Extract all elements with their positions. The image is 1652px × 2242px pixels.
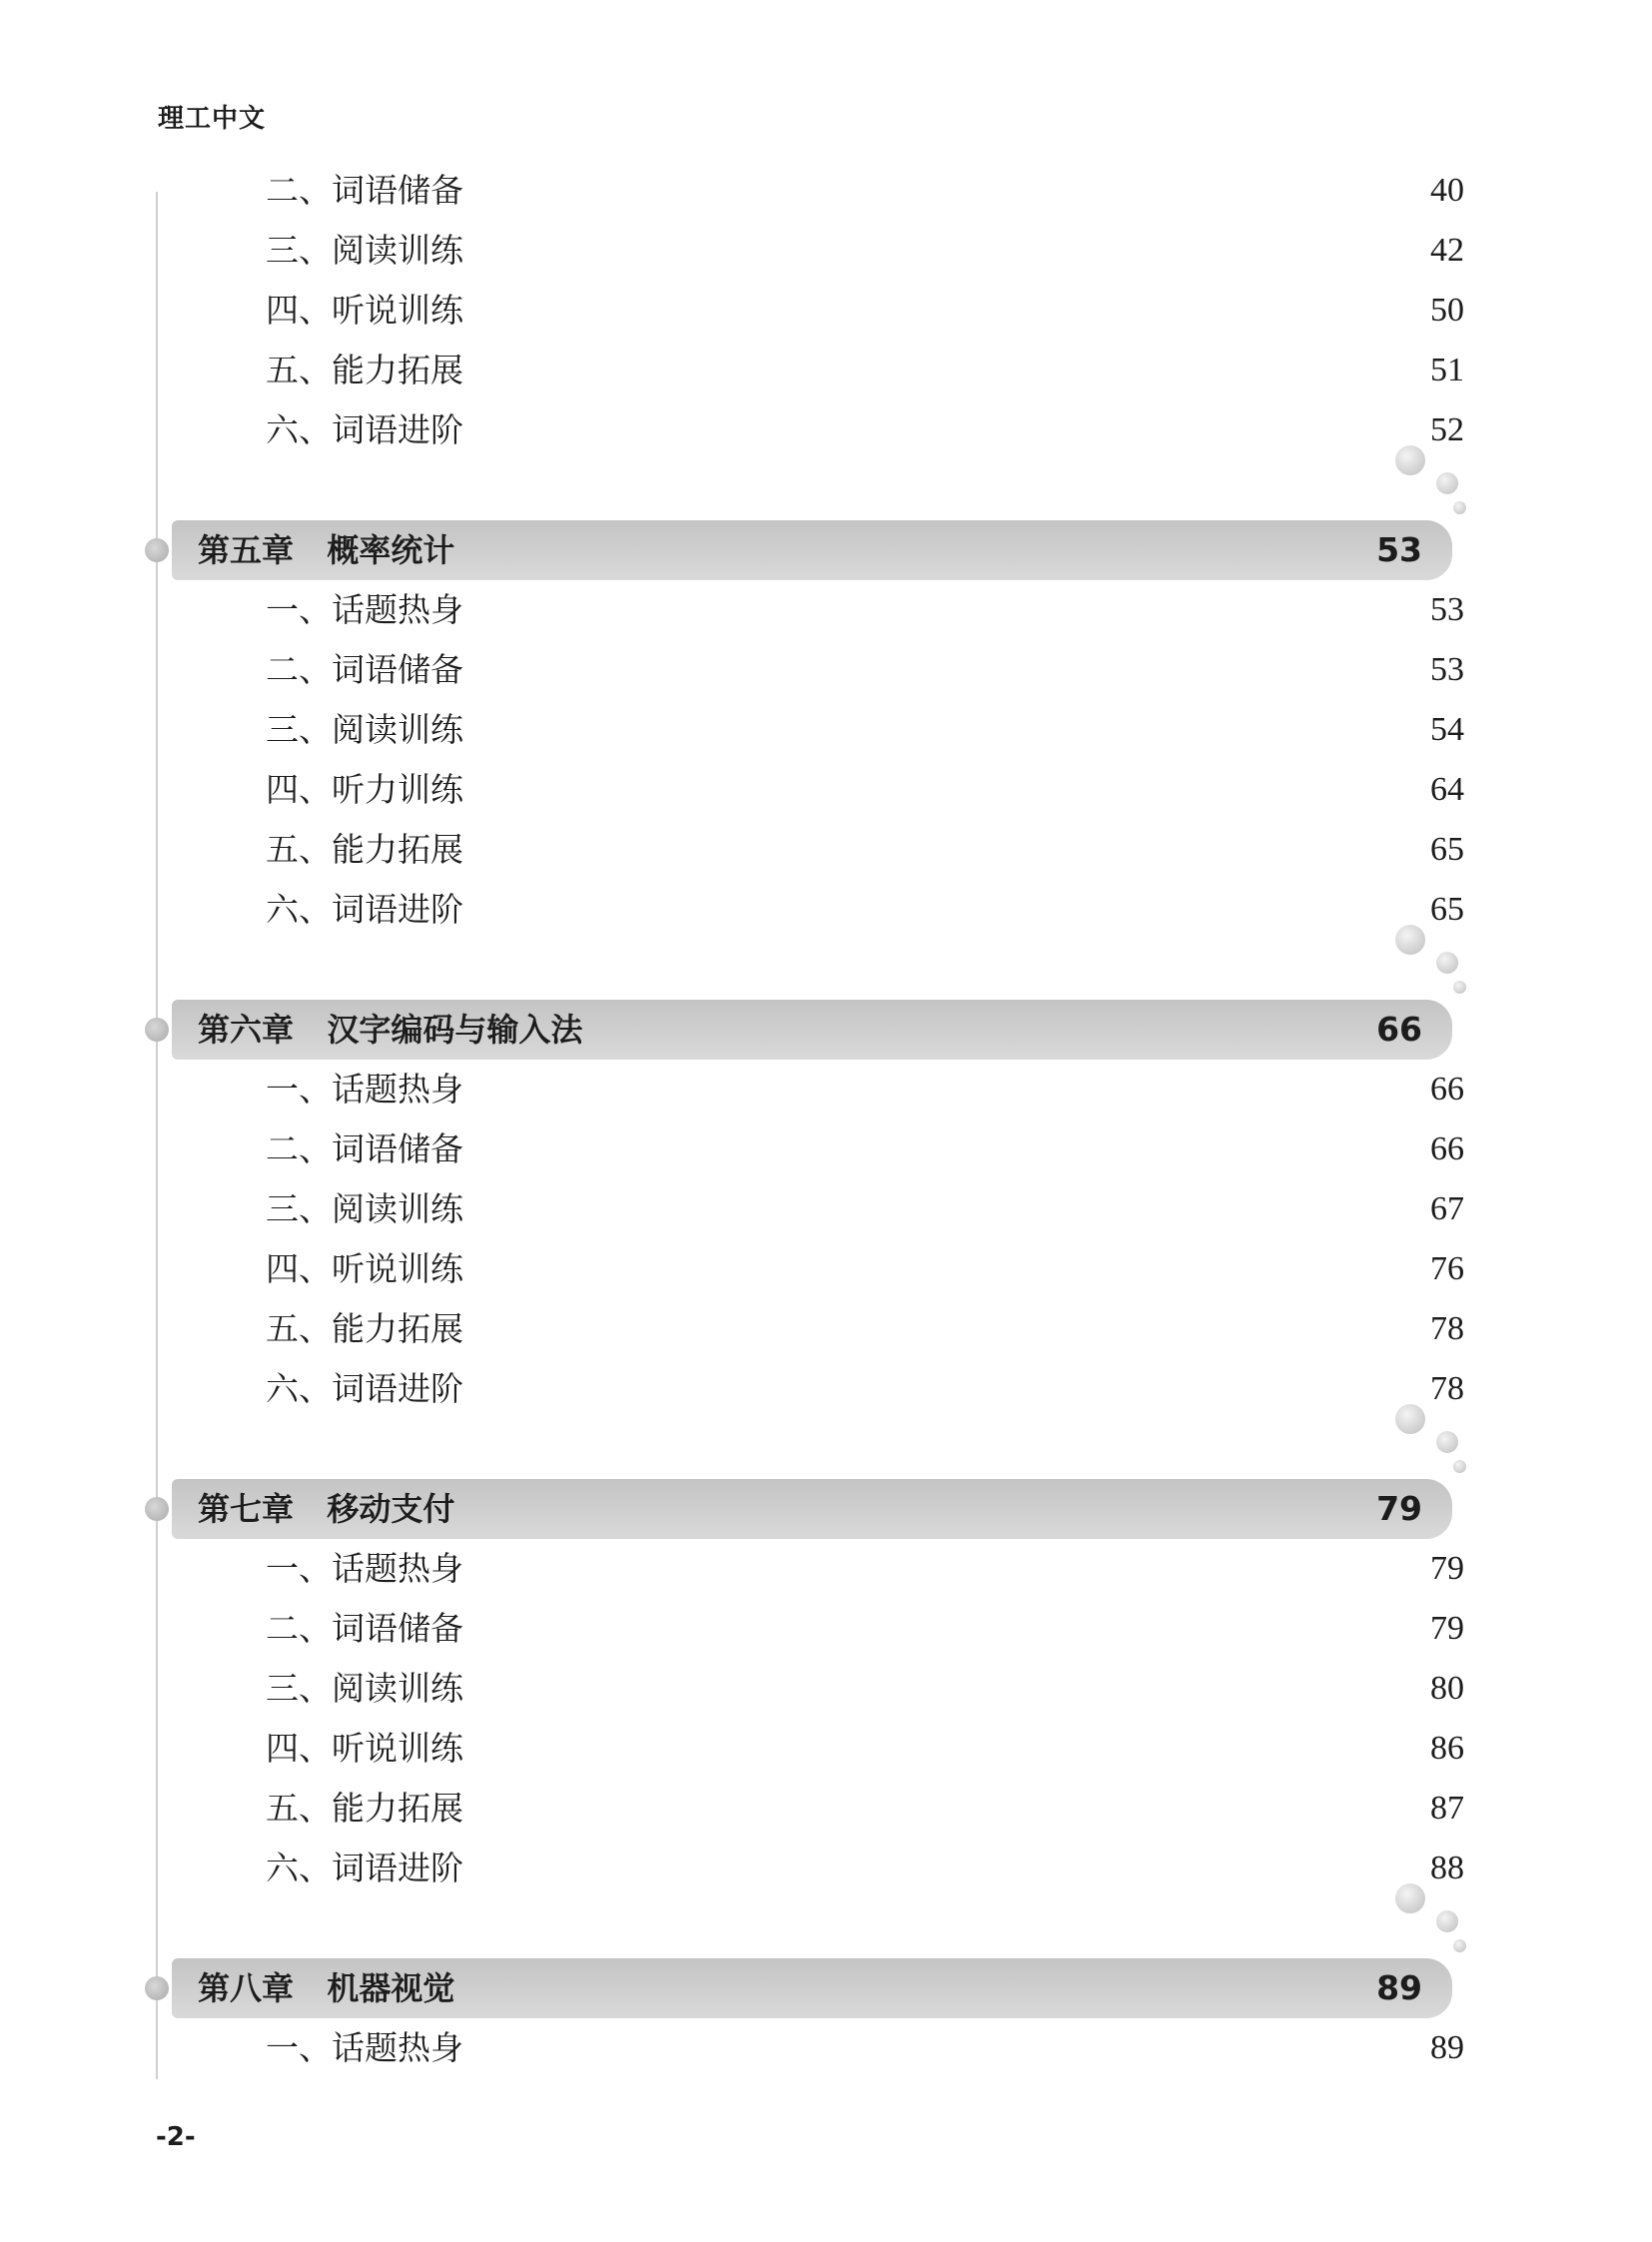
toc-entry-label: 六、词语进阶 [266,1369,463,1408]
decorative-bubble-icon [1395,1883,1425,1913]
toc-entry-page: 76 [1430,1250,1464,1287]
toc-entry[interactable] [266,585,1464,635]
toc-entry-page: 79 [1430,1550,1464,1587]
toc-entry-label: 三、阅读训练 [266,231,463,270]
toc-chapter[interactable] [172,1958,1452,2018]
toc-chapter[interactable] [172,1479,1452,1539]
toc-entry-label: 三、阅读训练 [266,1669,463,1708]
toc-chapter-page: 89 [1376,1968,1422,2007]
decorative-bubble-icon [1436,472,1458,494]
decorative-bubble-icon [1436,1431,1458,1453]
toc-chapter[interactable] [172,520,1452,580]
toc-entry-page: 86 [1430,1730,1464,1767]
toc-chapter-title: 第五章 概率统计 [198,531,455,569]
toc-entry-label: 五、能力拓展 [266,1309,463,1348]
toc-chapter-title: 第六章 汉字编码与输入法 [198,1011,583,1049]
toc-entry[interactable] [266,825,1464,875]
running-header: 理工中文 [158,104,267,134]
toc-entry[interactable] [266,1244,1464,1294]
toc-entry[interactable] [266,645,1464,695]
toc-entry-page: 66 [1430,1071,1464,1108]
toc-entry-page: 89 [1430,2029,1464,2066]
toc-entry-label: 一、话题热身 [266,1549,463,1588]
toc-entry-page: 53 [1430,651,1464,688]
toc-entry-page: 64 [1430,771,1464,808]
toc-entry[interactable] [266,1604,1464,1654]
toc-entry-label: 四、听说训练 [266,1729,463,1768]
toc-chapter-page: 66 [1376,1010,1422,1049]
toc-entry-label: 六、词语进阶 [266,1849,463,1887]
toc-entry-page: 40 [1430,172,1464,209]
toc-entry-page: 52 [1430,411,1464,448]
toc-entry[interactable] [266,885,1464,935]
toc-entry[interactable] [266,705,1464,755]
toc-entry-label: 五、能力拓展 [266,351,463,389]
decorative-bubble-icon [1436,1910,1458,1932]
decorative-bubble-icon [1453,1939,1466,1952]
toc-entry-page: 78 [1430,1370,1464,1407]
decorative-bubble-icon [1453,1460,1466,1473]
toc-entry[interactable] [266,166,1464,216]
toc-entry[interactable] [266,226,1464,276]
toc-entry-page: 87 [1430,1790,1464,1827]
decorative-bubble-icon [1453,501,1466,514]
toc-entry-label: 二、词语储备 [266,1129,463,1168]
toc-entry-label: 四、听说训练 [266,291,463,330]
toc-entry-page: 78 [1430,1310,1464,1347]
toc-entry-label: 二、词语储备 [266,650,463,689]
toc-entry-page: 65 [1430,831,1464,868]
toc-entry[interactable] [266,1124,1464,1174]
toc-entry-label: 六、词语进阶 [266,410,463,449]
toc-entry-label: 一、话题热身 [266,590,463,629]
toc-entry[interactable] [266,1544,1464,1594]
toc-entry-label: 二、词语储备 [266,1609,463,1648]
toc-entry-page: 65 [1430,891,1464,928]
toc-entry-label: 一、话题热身 [266,2028,463,2067]
toc-entry[interactable] [266,1184,1464,1234]
toc-entry[interactable] [266,1065,1464,1115]
toc-entry[interactable] [266,346,1464,395]
toc-entry[interactable] [266,2023,1464,2073]
toc-entry-label: 四、听力训练 [266,770,463,809]
toc-entry[interactable] [266,286,1464,336]
toc-entry-page: 54 [1430,711,1464,748]
toc-entry[interactable] [266,1844,1464,1893]
decorative-bubble-icon [1453,981,1466,994]
chapter-bullet-icon [145,1018,169,1042]
toc-entry-label: 三、阅读训练 [266,710,463,749]
toc-entry[interactable] [266,765,1464,815]
toc-entry[interactable] [266,1664,1464,1714]
decorative-bubble-icon [1395,1404,1425,1434]
toc-entry-page: 66 [1430,1130,1464,1167]
toc-entry[interactable] [266,1784,1464,1834]
toc-entry[interactable] [266,405,1464,455]
toc-chapter-page: 79 [1376,1489,1422,1528]
toc-chapter-title: 第八章 机器视觉 [198,1969,455,2007]
chapter-bullet-icon [145,1976,169,2000]
toc-entry-label: 一、话题热身 [266,1070,463,1109]
toc-entry-page: 53 [1430,591,1464,628]
page-number: -2- [156,2122,196,2152]
toc-entry-label: 五、能力拓展 [266,1789,463,1828]
toc-chapter-page: 53 [1376,530,1422,569]
toc-chapter[interactable] [172,1000,1452,1060]
chapter-bullet-icon [145,1497,169,1521]
toc-entry-page: 51 [1430,352,1464,388]
toc-entry-page: 80 [1430,1670,1464,1707]
decorative-bubble-icon [1436,952,1458,974]
toc-entry-page: 88 [1430,1850,1464,1886]
toc-entry-page: 67 [1430,1190,1464,1227]
toc-entry-page: 79 [1430,1610,1464,1647]
toc-entry-label: 六、词语进阶 [266,890,463,929]
toc-entry-page: 42 [1430,232,1464,269]
toc-entry[interactable] [266,1364,1464,1414]
toc-chapter-title: 第七章 移动支付 [198,1490,455,1528]
toc-entry-label: 三、阅读训练 [266,1189,463,1228]
toc-entry-label: 五、能力拓展 [266,830,463,869]
toc-entry[interactable] [266,1304,1464,1354]
decorative-bubble-icon [1395,445,1425,475]
toc-entry-label: 二、词语储备 [266,171,463,210]
toc-entry-page: 50 [1430,292,1464,329]
toc-entry-label: 四、听说训练 [266,1249,463,1288]
decorative-bubble-icon [1395,925,1425,955]
toc-entry[interactable] [266,1724,1464,1774]
chapter-bullet-icon [145,538,169,562]
